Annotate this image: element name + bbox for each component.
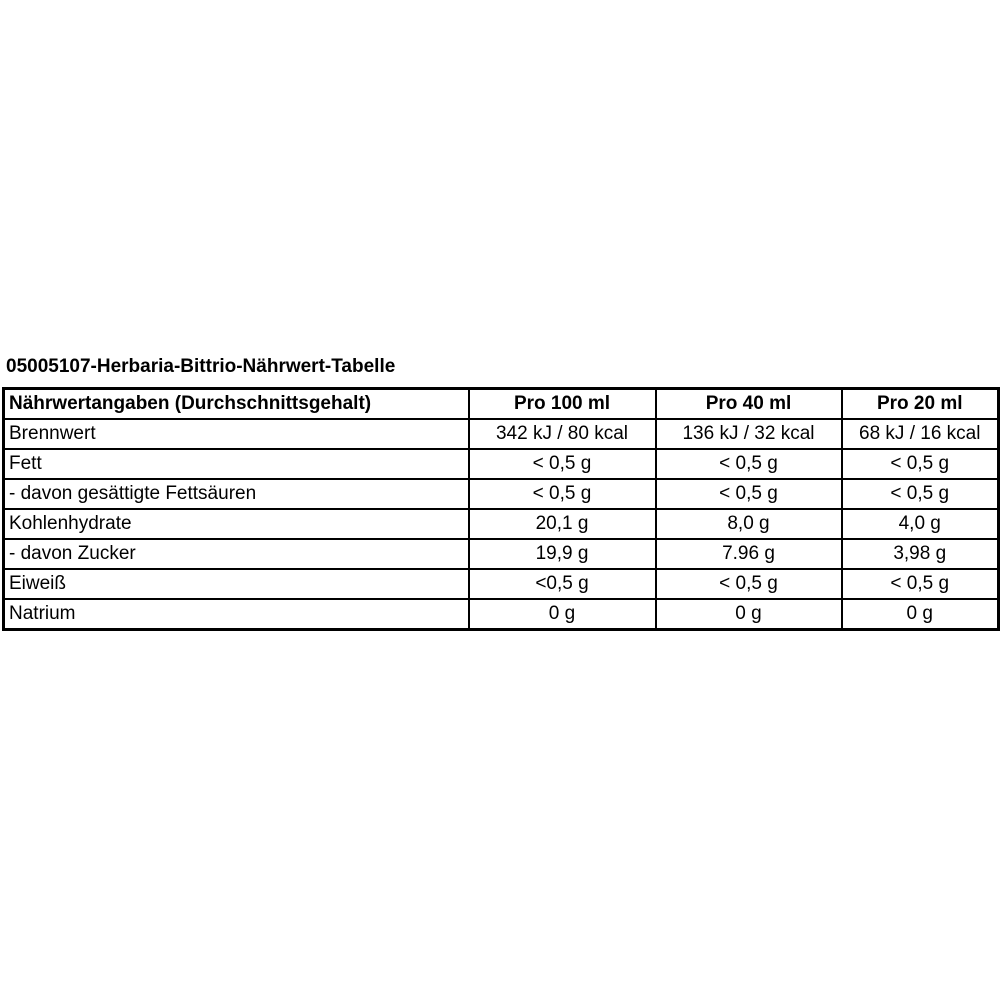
value-per-100ml: 342 kJ / 80 kcal: [469, 419, 656, 449]
value-per-20ml: 0 g: [842, 599, 999, 630]
value-per-40ml: 0 g: [656, 599, 842, 630]
value-per-40ml: 7.96 g: [656, 539, 842, 569]
value-per-100ml: < 0,5 g: [469, 479, 656, 509]
row-label: Fett: [4, 449, 469, 479]
row-label: - davon gesättigte Fettsäuren: [4, 479, 469, 509]
table-row: [4, 509, 999, 539]
document-title: 05005107-Herbaria-Bittrio-Nährwert-Tabelle: [6, 356, 396, 377]
row-label: - davon Zucker: [4, 539, 469, 569]
table-row: [4, 449, 999, 479]
header-per-100ml: Pro 100 ml: [469, 389, 656, 420]
header-nutrient: Nährwertangaben (Durchschnittsgehalt): [4, 389, 469, 420]
value-per-20ml: < 0,5 g: [842, 479, 999, 509]
value-per-20ml: 3,98 g: [842, 539, 999, 569]
row-label: Eiweiß: [4, 569, 469, 599]
row-label: Kohlenhydrate: [4, 509, 469, 539]
table-header-row: [4, 389, 999, 420]
value-per-100ml: <0,5 g: [469, 569, 656, 599]
table-row: [4, 599, 999, 630]
table-row: [4, 479, 999, 509]
value-per-40ml: 136 kJ / 32 kcal: [656, 419, 842, 449]
table-row: [4, 569, 999, 599]
value-per-100ml: 0 g: [469, 599, 656, 630]
value-per-20ml: < 0,5 g: [842, 569, 999, 599]
value-per-40ml: < 0,5 g: [656, 449, 842, 479]
value-per-100ml: < 0,5 g: [469, 449, 656, 479]
value-per-20ml: 4,0 g: [842, 509, 999, 539]
row-label: Natrium: [4, 599, 469, 630]
value-per-40ml: < 0,5 g: [656, 479, 842, 509]
value-per-100ml: 19,9 g: [469, 539, 656, 569]
row-label: Brennwert: [4, 419, 469, 449]
table-row: [4, 539, 999, 569]
value-per-40ml: 8,0 g: [656, 509, 842, 539]
nutrition-table: [2, 387, 1000, 631]
value-per-40ml: < 0,5 g: [656, 569, 842, 599]
header-per-20ml: Pro 20 ml: [842, 389, 999, 420]
value-per-20ml: < 0,5 g: [842, 449, 999, 479]
value-per-100ml: 20,1 g: [469, 509, 656, 539]
value-per-20ml: 68 kJ / 16 kcal: [842, 419, 999, 449]
table-row: [4, 419, 999, 449]
header-per-40ml: Pro 40 ml: [656, 389, 842, 420]
